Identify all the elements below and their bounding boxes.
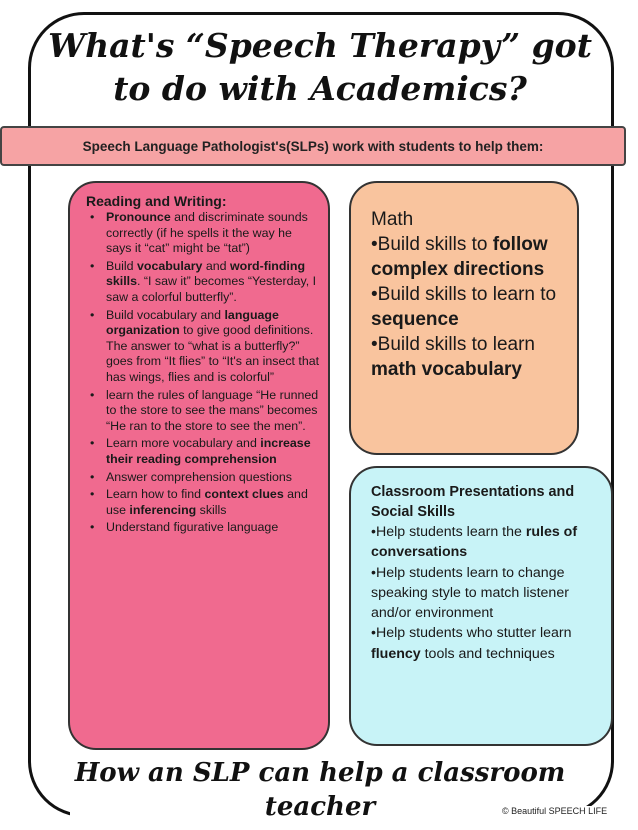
- classroom-heading: Classroom Presentations and Social Skills: [371, 484, 575, 520]
- list-item: • Pronounce and discriminate sounds correctly (if he spells it the way he says it “cat” might be “tat”): [86, 210, 320, 257]
- list-item: • Build vocabulary and word-finding skills. “I saw it” becomes “Yesterday, I saw a colorful butterfly”.: [86, 259, 320, 306]
- list-item: •Build skills to learn to sequence: [371, 284, 557, 330]
- footer-caption: How an SLP can help a classroom teacher: [70, 756, 570, 824]
- list-item: •Build skills to learn math vocabulary: [371, 334, 535, 380]
- subtitle-banner: [0, 126, 626, 166]
- list-item: • Understand figurative language: [86, 520, 320, 536]
- banner-text: Speech Language Pathologist's(SLPs) work with students to help them:: [82, 138, 544, 154]
- copyright-credit: © Beautiful SPEECH LIFE: [502, 806, 608, 816]
- math-heading: Math: [371, 209, 414, 230]
- list-item: •Build skills to follow complex directions: [371, 234, 548, 280]
- list-item: • Learn more vocabulary and increase their reading comprehension: [86, 436, 320, 467]
- reading-writing-box: [68, 181, 330, 750]
- list-item: • Learn how to find context clues and use inferencing skills: [86, 487, 320, 518]
- page-title: What's “Speech Therapy” got to do with Academics?: [48, 26, 592, 108]
- list-item: •Help students learn to change speaking style to match listener and/or environment: [371, 564, 569, 622]
- math-box: [349, 181, 579, 455]
- list-item: •Help students learn the rules of conversations: [371, 524, 578, 561]
- list-item: • Build vocabulary and language organization to give good definitions. The answer to “what is a butterfly?” goes from “It flies” to “It's an insect that has wings, flies and is colorful”: [86, 308, 320, 386]
- list-item: •Help students who stutter learn fluency tools and techniques: [371, 625, 572, 662]
- list-item: • learn the rules of language “He runned to the store to see the mans” becomes “He ran to the store to see the men”.: [86, 388, 320, 435]
- classroom-social-box: [349, 466, 613, 746]
- list-item: • Answer comprehension questions: [86, 470, 320, 486]
- reading-heading: Reading and Writing:: [86, 193, 227, 209]
- reading-list: [86, 210, 320, 536]
